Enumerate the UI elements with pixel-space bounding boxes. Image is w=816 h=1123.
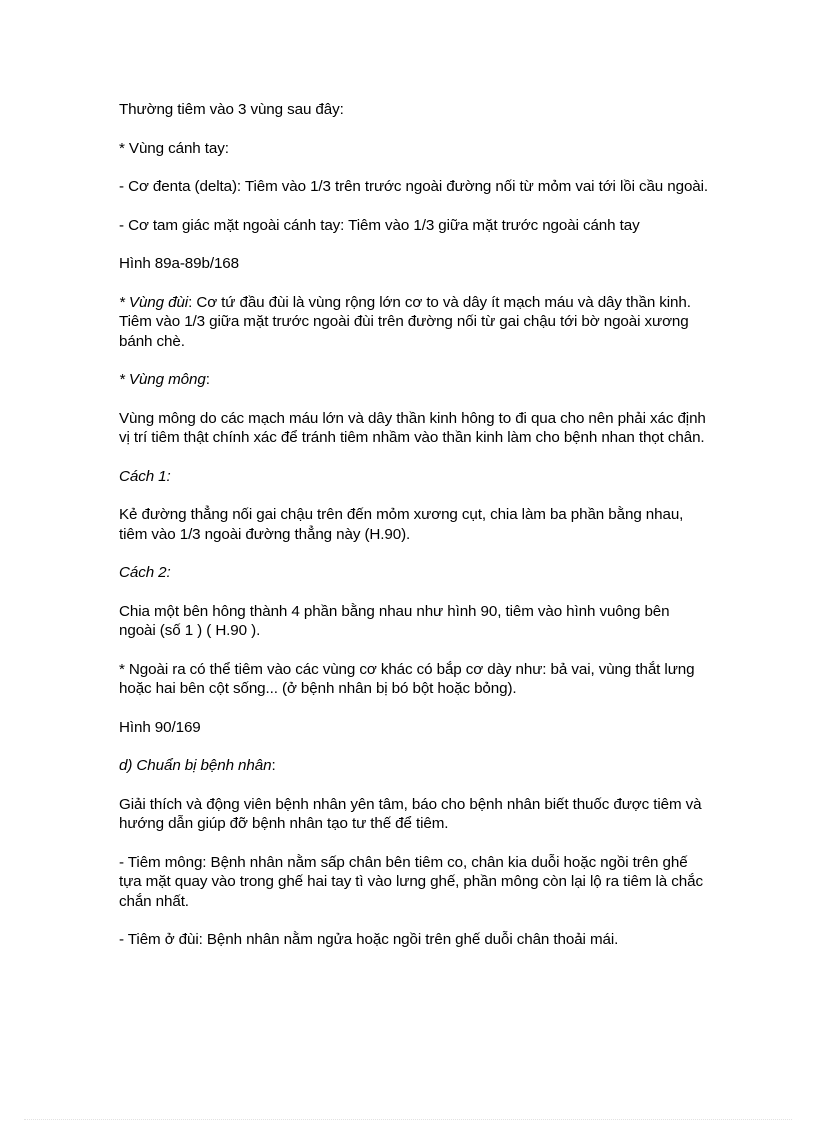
italic-lead: * Vùng mông xyxy=(119,371,206,388)
paragraph-triceps: - Cơ tam giác mặt ngoài cánh tay: Tiêm vào 1/3 giữa mặt trước ngoài cánh tay xyxy=(119,216,640,234)
document-body xyxy=(119,100,709,969)
paragraph-intro: Thường tiêm vào 3 vùng sau đây: xyxy=(119,101,344,118)
paragraph-arm-heading: * Vùng cánh tay: xyxy=(119,139,229,157)
paragraph-patient-prep: Giải thích và động viên bệnh nhân yên tâm, báo cho bệnh nhân biết thuốc được tiêm và hướng dẫn giúp đỡ bệnh nhân tạo tư thế để tiêm. xyxy=(119,795,702,832)
italic-lead: * Vùng đùi xyxy=(119,293,189,311)
paragraph-other-sites: * Ngoài ra có thể tiêm vào các vùng cơ khác có bắp cơ dày như: bả vai, vùng thắt lưng hoặc hai bên cột sống... (ở bệnh nhân bị bó bột hoặc bỏng). xyxy=(119,660,695,697)
paragraph-buttock-heading: * Vùng mông: xyxy=(119,371,210,388)
paragraph-patient-prep-heading: d) Chuẩn bị bệnh nhân: xyxy=(119,757,276,774)
page-bottom-divider xyxy=(24,1119,792,1120)
paragraph-buttock: Vùng mông do các mạch máu lớn và dây thần kinh hông to đi qua cho nên phải xác định vị trí tiêm thật chính xác để tránh tiêm nhầm vào thần kinh làm cho bệnh nhan thọt chân. xyxy=(119,409,706,446)
figure-reference-89: Hình 89a-89b/168 xyxy=(119,255,239,272)
italic-lead: Cách 1 xyxy=(119,467,167,485)
italic-lead: Cách 2 xyxy=(119,564,167,581)
paragraph-method-2: Chia một bên hông thành 4 phần bằng nhau như hình 90, tiêm vào hình vuông bên ngoài (số 1 ) ( H.90 ). xyxy=(119,602,670,639)
paragraph-method-1: Kẻ đường thẳng nối gai chậu trên đến mỏm xương cụt, chia làm ba phần bằng nhau, tiêm vào 1/3 ngoài đường thẳng này (H.90). xyxy=(119,506,684,543)
italic-lead: d) Chuẩn bị bệnh nhân xyxy=(119,757,272,774)
paragraph-thigh: * Vùng đùi: Cơ tứ đầu đùi là vùng rộng lớn cơ to và dây ít mạch máu và dây thần kinh. Tiêm vào 1/3 giữa mặt trước ngoài đùi trên đường nối từ gai chậu tới bờ ngoài xương bánh chè. xyxy=(119,293,691,350)
paragraph-thigh-position: - Tiêm ở đùi: Bệnh nhân nằm ngửa hoặc ngồi trên ghế duỗi chân thoải mái. xyxy=(119,931,619,948)
paragraph-method-1-heading: Cách 1: xyxy=(119,467,171,485)
paragraph-buttock-position: - Tiêm mông: Bệnh nhân nằm sấp chân bên tiêm co, chân kia duỗi hoặc ngồi trên ghế tựa mặt quay vào trong ghế hai tay tì vào lưng ghế, phần mông còn lại lộ ra tiêm là chắc chắn nhất. xyxy=(119,853,703,910)
paragraph-deltoid: - Cơ đenta (delta): Tiêm vào 1/3 trên trước ngoài đường nối từ mỏm vai tới lồi cầu ngoài. xyxy=(119,178,709,195)
figure-reference-90: Hình 90/169 xyxy=(119,718,201,736)
paragraph-method-2-heading: Cách 2: xyxy=(119,564,171,581)
